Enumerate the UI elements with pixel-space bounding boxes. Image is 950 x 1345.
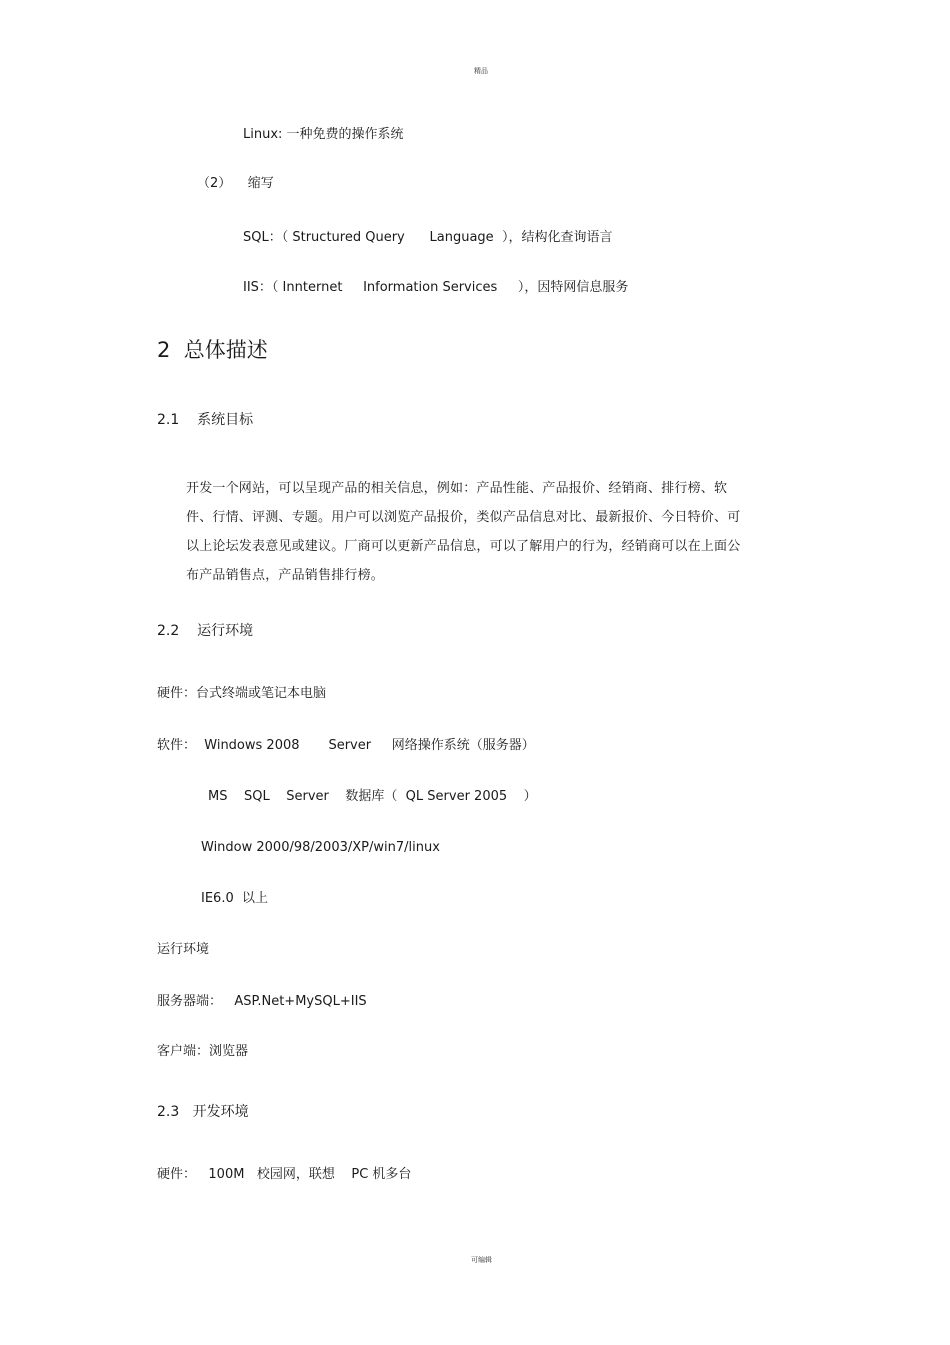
runtime-software: 软件： Windows 2008 Server 网络操作系统（服务器） xyxy=(157,738,535,753)
section-2-1-heading: 2.1 系统目标 xyxy=(157,412,254,428)
runtime-server: 服务器端： ASP.Net+MySQL+IIS xyxy=(157,994,367,1009)
iis-definition: IIS：（ Innternet Information Services ），因特网信息服务 xyxy=(243,280,629,295)
runtime-database: MS SQL Server 数据库（ QL Server 2005 ） xyxy=(208,789,537,804)
abbreviation-heading: （2） 缩写 xyxy=(197,176,274,191)
system-goal-paragraph: 开发一个网站，可以呈现产品的相关信息，例如：产品性能、产品报价、经销商、排行榜、软件、行情、评测、专题。用户可以浏览产品报价，类似产品信息对比、最新报价、今日特价、可以上论坛发表意见或建议。厂商可以更新产品信息，可以了解用户的行为，经销商可以在上面公布产品销售点，产品销售排行榜。 xyxy=(186,481,741,583)
runtime-browser: IE6.0 以上 xyxy=(201,891,268,906)
section-2-3-heading: 2.3 开发环境 xyxy=(157,1104,249,1120)
runtime-env-label: 运行环境 xyxy=(157,942,210,957)
runtime-hardware: 硬件：台式终端或笔记本电脑 xyxy=(157,686,327,701)
sql-definition: SQL：（ Structured Query Language ），结构化查询语言 xyxy=(243,230,613,245)
runtime-os: Window 2000/98/2003/XP/win7/linux xyxy=(201,840,440,855)
section-2-heading: 2 总体描述 xyxy=(157,338,268,362)
section-2-2-heading: 2.2 运行环境 xyxy=(157,623,254,639)
linux-definition: Linux: 一种免费的操作系统 xyxy=(243,127,404,142)
page-header: 精品 xyxy=(474,67,488,75)
dev-hardware: 硬件： 100M 校园网，联想 PC 机多台 xyxy=(157,1167,412,1182)
page-footer: 可编辑 xyxy=(471,1256,492,1264)
runtime-client: 客户端：浏览器 xyxy=(157,1044,249,1059)
